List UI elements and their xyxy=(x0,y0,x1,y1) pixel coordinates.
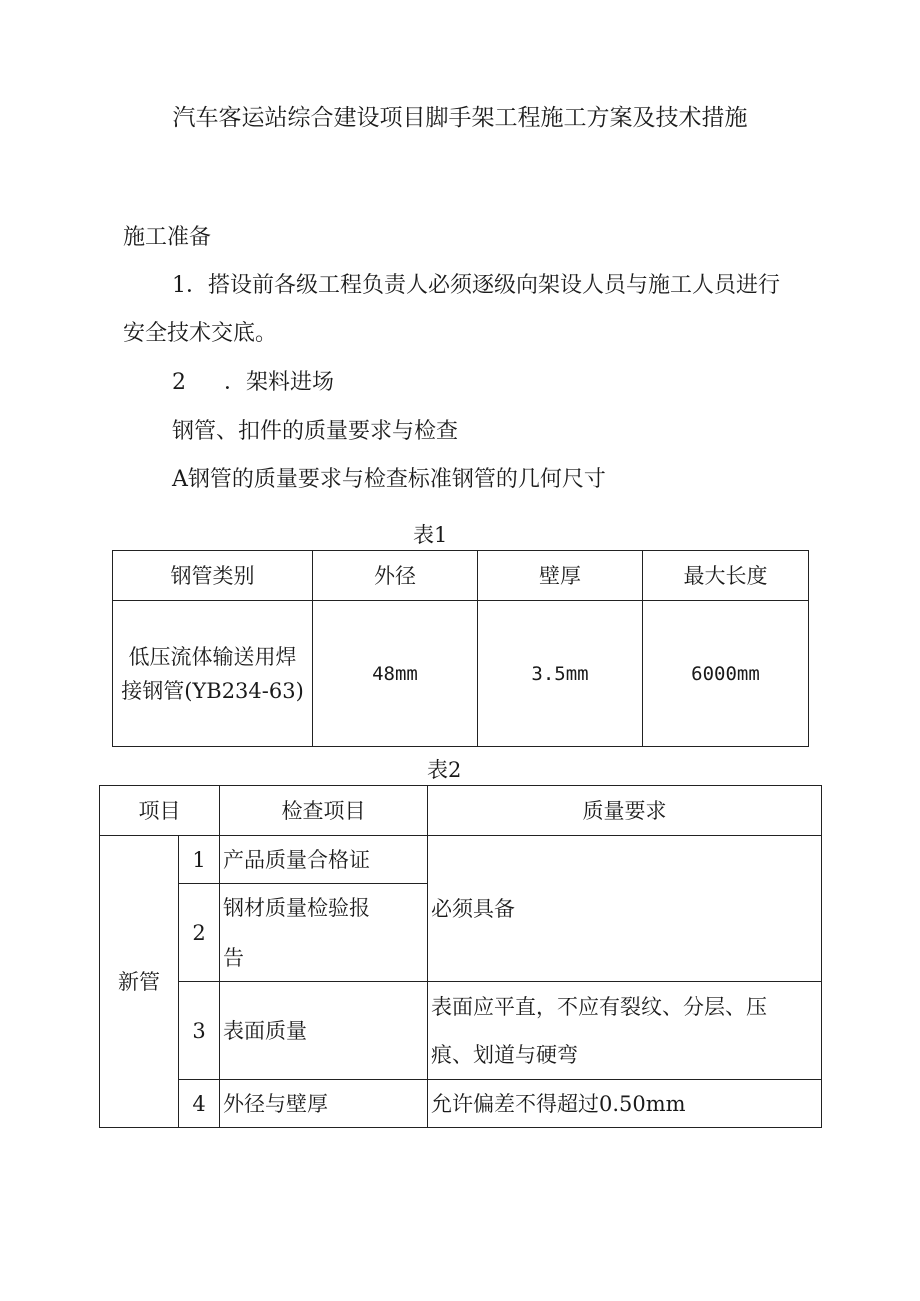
table-2-row-4-number: 4 xyxy=(179,1080,220,1128)
table-1-cell-max-length: 6000mm xyxy=(643,601,809,747)
table-2-caption: 表2 xyxy=(427,758,462,782)
table-2-header-requirement: 质量要求 xyxy=(428,786,822,836)
table-2-row-4-requirement: 允许偏差不得超过0.50mm xyxy=(428,1080,822,1128)
table-1-header-row xyxy=(113,551,809,601)
table-1-header-category: 钢管类别 xyxy=(113,551,313,601)
table-2-header-check-item: 检查项目 xyxy=(220,786,428,836)
table-1-row xyxy=(113,601,809,747)
table-1 xyxy=(112,550,809,747)
table-1-cell-category xyxy=(113,601,313,747)
table-1-header-outer-diameter: 外径 xyxy=(313,551,478,601)
table-1-caption: 表1 xyxy=(413,523,448,547)
paragraph-2-number: 2 xyxy=(172,370,186,395)
section-heading: 施工准备 xyxy=(123,225,212,250)
table-2-row-3-requirement-line-2: 痕、划道与硬弯 xyxy=(431,1042,578,1067)
table-row xyxy=(100,836,822,884)
table-2-row-2-check-line-2: 告 xyxy=(223,945,244,970)
table-2-row-3-number: 3 xyxy=(179,982,220,1080)
table-1-cell-wall-thickness: 3.5mm xyxy=(478,601,643,747)
table-2-row-3-requirement xyxy=(428,982,822,1080)
table-2-group-new-pipe: 新管 xyxy=(100,836,179,1128)
paragraph-2-text: ．架料进场 xyxy=(224,370,335,395)
table-1-header-max-length: 最大长度 xyxy=(643,551,809,601)
table-2-row-3-check: 表面质量 xyxy=(220,982,428,1080)
table-1-header-wall-thickness: 壁厚 xyxy=(478,551,643,601)
table-2-row-1-check: 产品质量合格证 xyxy=(220,836,428,884)
paragraph-3: 钢管、扣件的质量要求与检查 xyxy=(172,419,459,444)
paragraph-1-line-2: 安全技术交底。 xyxy=(123,321,278,346)
table-1-category-line-1: 低压流体输送用焊 xyxy=(128,644,297,669)
table-2-row-2-check xyxy=(220,884,428,982)
table-2-row-3-requirement-line-1: 表面应平直，不应有裂纹、分层、压 xyxy=(431,994,767,1019)
table-2-requirement-rows-1-2: 必须具备 xyxy=(428,836,822,982)
paragraph-2 xyxy=(172,366,334,400)
table-2-row-2-check-line-1: 钢材质量检验报 xyxy=(223,895,370,920)
table-row xyxy=(100,982,822,1080)
table-2-header-item: 项目 xyxy=(100,786,220,836)
table-2-row-1-number: 1 xyxy=(179,836,220,884)
table-1-category-line-2: 接钢管(YB234-63) xyxy=(121,678,304,703)
table-1-cell-outer-diameter: 48mm xyxy=(313,601,478,747)
table-2-header-row xyxy=(100,786,822,836)
table-2-row-4-check: 外径与壁厚 xyxy=(220,1080,428,1128)
table-2-row-2-number: 2 xyxy=(179,884,220,982)
document-title: 汽车客运站综合建设项目脚手架工程施工方案及技术措施 xyxy=(172,105,748,131)
table-row xyxy=(100,1080,822,1128)
paragraph-1-line-1: 1．搭设前各级工程负责人必须逐级向架设人员与施工人员进行 xyxy=(172,273,780,298)
table-2 xyxy=(99,785,822,1128)
paragraph-4: A钢管的质量要求与检查标准钢管的几何尺寸 xyxy=(172,467,606,492)
